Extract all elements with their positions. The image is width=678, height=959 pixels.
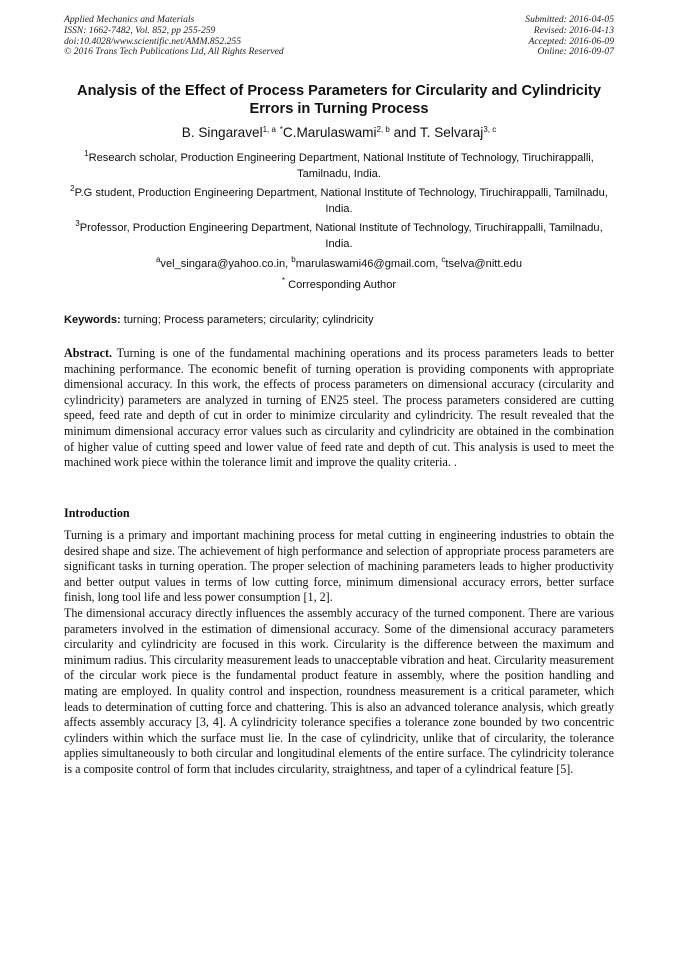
corresponding-author-note [64, 277, 614, 293]
affiliation-1 [64, 150, 614, 182]
abstract [64, 346, 614, 471]
author-2-star: * [279, 125, 283, 134]
email-line [64, 256, 614, 272]
journal-name: Applied Mechanics and Materials [64, 14, 195, 25]
keywords [64, 313, 614, 328]
email-a-sup: a [155, 255, 161, 264]
abstract-label: Abstract. [64, 346, 113, 360]
online-date: Online: 2016-09-07 [537, 46, 614, 58]
author-line [64, 124, 614, 142]
author-1-name: B. Singaravel [181, 125, 263, 140]
accepted-date: Accepted: 2016-06-09 [528, 35, 614, 47]
dates-info [525, 15, 614, 58]
email-a[interactable]: vel_singara@yahoo.co.in, [160, 258, 292, 270]
affiliation-2-text: P.G student, Production Engineering Department, National Institute of Technology, Tiruchirappalli, Tamilnadu, India. [74, 187, 608, 215]
copyright-line: © 2016 Trans Tech Publications Ltd, All Rights Reserved [64, 46, 284, 58]
email-b-sup: b [291, 255, 296, 264]
affiliation-1-text: Research scholar, Production Engineering Department, National Institute of Technology, Tiruchirappalli, Tamilnadu, India. [88, 152, 594, 180]
keywords-label: Keywords: [64, 314, 121, 326]
author-2-sup: 2, b [376, 125, 390, 134]
email-b[interactable]: marulaswami46@gmail.com, [295, 258, 442, 270]
introduction-body [64, 528, 614, 778]
author-2-name: C.Marulaswami [282, 125, 377, 140]
doi-line[interactable]: doi:10.4028/www.scientific.net/AMM.852.255 [64, 35, 242, 47]
intro-paragraph-1: Turning is a primary and important machining process for metal cutting in engineering industries to obtain the desired shape and size. The achievement of high performance and selection of appropriate process parameters are significant tasks in turning operation. The proper selection of machining parameters leads to higher productivity and better output values in terms of low cutting force, minimum dimensional accuracy errors, better surface finish, long tool life and less power consumption [1, 2]. [64, 528, 614, 605]
abstract-text: Turning is one of the fundamental machining operations and its process parameters leads to better machining performance. The economic benefit of turning operation is providing components with appropriate dimensional accuracy. In this work, the effects of process parameters on dimensional accuracy (circularity and cylindricity) parameters are analyzed in turning of EN25 steel. The process parameters considered are cutting speed, feed rate and depth of cut in order to minimize circularity and cylindricity. The result revealed that the minimum dimensional accuracy error values such as circularity and cylindricity are obtained in the combination of higher value of cutting speed and lower value of feed rate and depth of cut. This analysis is used to meet the machined work piece within the tolerance limit and improve the quality criteria. . [64, 346, 614, 470]
affiliation-1-sup: 1 [84, 149, 89, 158]
email-c[interactable]: tselva@nitt.edu [445, 258, 523, 270]
affiliation-3 [64, 220, 614, 252]
journal-info [64, 15, 284, 58]
issn-line: ISSN: 1662-7482, Vol. 852, pp 255-259 [64, 24, 216, 36]
email-c-sup: c [441, 255, 446, 264]
paper-title: Analysis of the Effect of Process Parameters for Circularity and Cylindricity Errors in Turning Process [77, 83, 601, 117]
author-3-name: and T. Selvaraj [393, 125, 484, 140]
revised-date: Revised: 2016-04-13 [533, 24, 614, 36]
affiliation-3-text: Professor, Production Engineering Department, National Institute of Technology, Tiruchirappalli, Tamilnadu, India. [79, 222, 603, 250]
introduction-heading: Introduction [64, 506, 130, 520]
affiliation-2 [64, 185, 614, 217]
corresponding-star: * [281, 276, 286, 285]
affiliation-3-sup: 3 [75, 219, 80, 228]
affiliation-2-sup: 2 [70, 184, 75, 193]
corresponding-text: Corresponding Author [285, 279, 397, 291]
author-3-sup: 3, c [483, 125, 497, 134]
keywords-text: turning; Process parameters; circularity; cylindricity [120, 314, 374, 326]
intro-paragraph-2: The dimensional accuracy directly influences the assembly accuracy of the turned component. There are various parameters involved in the estimation of dimensional accuracy. Some of the dimensional accuracy parameters circularity and cylindricity are focused in this work. Circularity is the difference between the maximum and minimum radius. This circularity measurement leads to unacceptable vibration and heat. Circularity measurement of the circular work piece is the fundamental product feature in assembly, where the position handling and mating are employed. In quality control and inspection, roundness measurement is a critical parameter, which leads to determination of cutting force and chattering. This is also an advanced tolerance analysis, which greatly affects assembly accuracy [3, 4]. A cylindricity tolerance specifies a tolerance zone bounded by two concentric cylinders within which the surface must lie. In the case of cylindricity, unlike that of circularity, the tolerance applies simultaneously to both circular and longitudinal elements of the entire surface. The cylindricity tolerance is a composite control of form that includes circularity, straightness, and taper of a cylindrical feature [5]. [64, 605, 614, 776]
author-1-sup: 1, a [262, 125, 276, 134]
submitted-date: Submitted: 2016-04-05 [525, 14, 614, 25]
